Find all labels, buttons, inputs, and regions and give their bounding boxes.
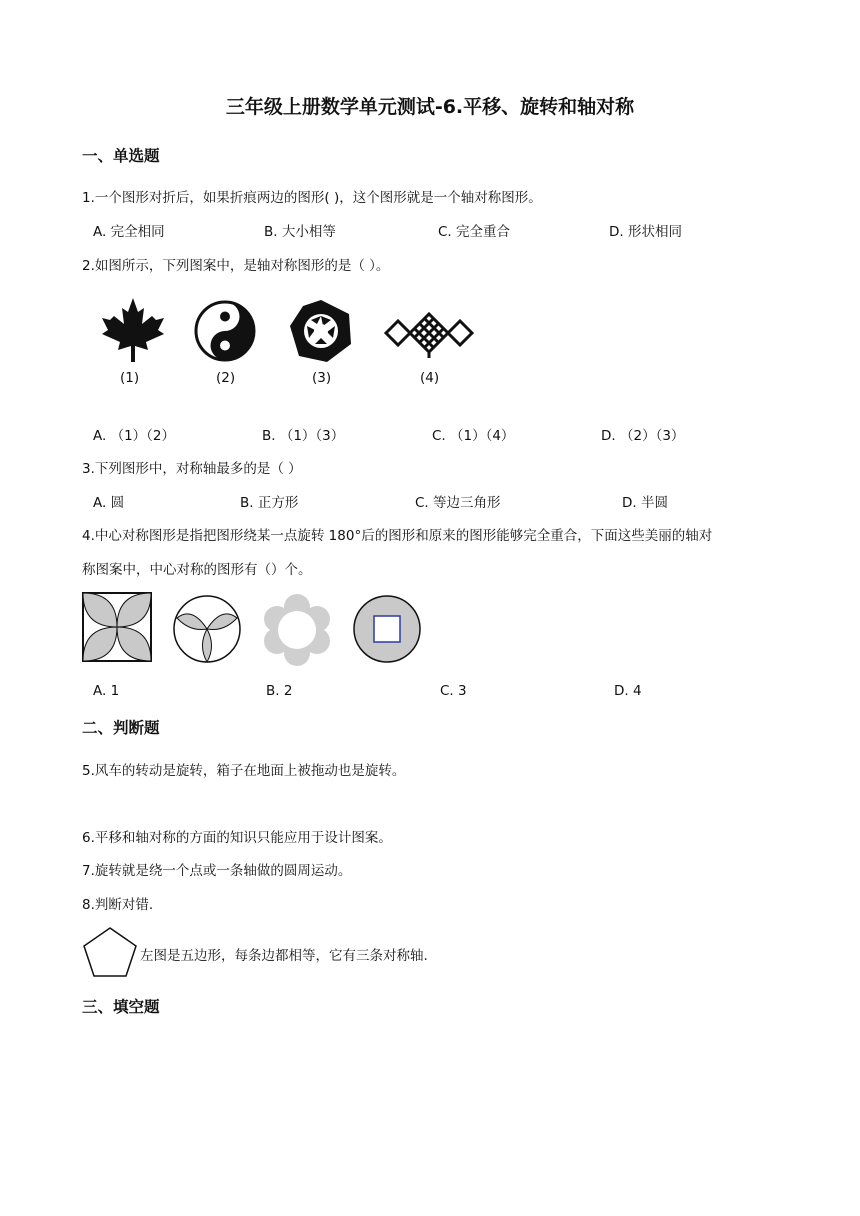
q1-option-c[interactable]: C. 完全重合 (438, 224, 511, 240)
section-heading-true-false: 二、判断题 (82, 719, 160, 737)
question-1: 1.一个图形对折后，如果折痕两边的图形( )，这个图形就是一个轴对称图形。 (82, 190, 542, 206)
q4-option-d[interactable]: D. 4 (614, 683, 642, 699)
question-8: 8.判断对错. (82, 897, 154, 913)
question-4-line-2: 称图案中，中心对称的图形有（）个。 (82, 562, 312, 578)
section-heading-single-choice: 一、单选题 (82, 147, 160, 165)
q2-option-d[interactable]: D. （2）（3） (601, 428, 685, 444)
camera-aperture-icon (287, 298, 355, 364)
section-heading-fill-blank: 三、填空题 (82, 998, 160, 1016)
q2-option-a[interactable]: A. （1）（2） (93, 428, 176, 444)
figure-label-1: (1) (120, 370, 140, 386)
ancient-coin-icon (352, 594, 422, 664)
q4-option-a[interactable]: A. 1 (93, 683, 120, 699)
q3-option-d[interactable]: D. 半圆 (622, 495, 668, 511)
question-8-statement: 左图是五边形，每条边都相等，它有三条对称轴. (140, 948, 428, 964)
q4-option-b[interactable]: B. 2 (266, 683, 293, 699)
question-2: 2.如图所示，下列图案中，是轴对称图形的是（ ）。 (82, 258, 390, 274)
figure-label-4: (4) (420, 370, 440, 386)
flower-ring-icon (262, 594, 332, 666)
question-5: 5.风车的转动是旋转，箱子在地面上被拖动也是旋转。 (82, 763, 406, 779)
q3-option-a[interactable]: A. 圆 (93, 495, 125, 511)
q1-option-b[interactable]: B. 大小相等 (264, 224, 336, 240)
q2-option-b[interactable]: B. （1）（3） (262, 428, 345, 444)
figure-label-2: (2) (216, 370, 236, 386)
question-3: 3.下列图形中，对称轴最多的是（ ） (82, 461, 302, 477)
three-petal-circle-icon (172, 594, 242, 664)
maple-leaf-icon (100, 296, 166, 364)
q3-option-c[interactable]: C. 等边三角形 (415, 495, 501, 511)
question-7: 7.旋转就是绕一个点或一条轴做的圆周运动。 (82, 863, 352, 879)
page-title: 三年级上册数学单元测试-6.平移、旋转和轴对称 (225, 96, 635, 118)
yin-yang-icon (192, 300, 258, 362)
q1-option-d[interactable]: D. 形状相同 (609, 224, 682, 240)
q2-option-c[interactable]: C. （1）（4） (432, 428, 515, 444)
q4-option-c[interactable]: C. 3 (440, 683, 467, 699)
figure-label-3: (3) (312, 370, 332, 386)
pentagon-icon (82, 926, 138, 978)
chinese-knot-icon (384, 306, 474, 360)
four-petal-square-icon (82, 592, 152, 662)
question-4-line-1: 4.中心对称图形是指把图形绕某一点旋转 180°后的图形和原来的图形能够完全重合，下面这些美丽的轴对 (82, 528, 713, 544)
q3-option-b[interactable]: B. 正方形 (240, 495, 299, 511)
q1-option-a[interactable]: A. 完全相同 (93, 224, 165, 240)
question-6: 6.平移和轴对称的方面的知识只能应用于设计图案。 (82, 830, 392, 846)
